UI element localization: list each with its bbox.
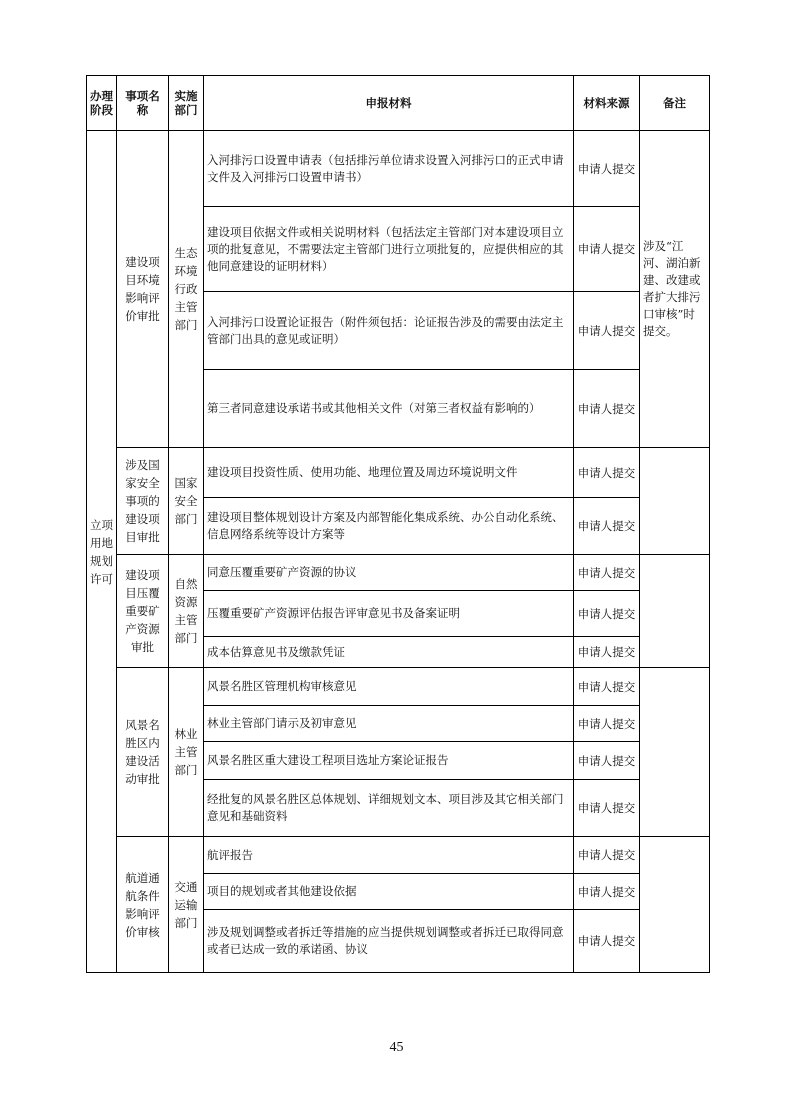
header-material: 申报材料 xyxy=(204,76,574,131)
item-cell: 建设项目环境影响评价审批 xyxy=(117,131,169,448)
source-cell: 申请人提交 xyxy=(574,706,640,742)
material-cell: 同意压覆重要矿产资源的协议 xyxy=(204,555,574,591)
source-cell: 申请人提交 xyxy=(574,837,640,874)
dept-cell: 生态环境行政主管部门 xyxy=(169,131,204,448)
dept-cell: 交通运输部门 xyxy=(169,837,204,973)
dept-cell: 林业主管部门 xyxy=(169,668,204,837)
stage-cell: 立项用地规划许可 xyxy=(87,131,117,973)
source-cell: 申请人提交 xyxy=(574,742,640,780)
table-row xyxy=(87,668,710,706)
material-cell: 第三者同意建设承诺书或其他相关文件（对第三者权益有影响的） xyxy=(204,370,574,448)
material-cell: 林业主管部门请示及初审意见 xyxy=(204,706,574,742)
source-cell: 申请人提交 xyxy=(574,637,640,668)
note-cell: 涉及“江河、湖泊新建、改建或者扩大排污口审核”时提交。 xyxy=(640,131,710,448)
source-cell: 申请人提交 xyxy=(574,780,640,837)
source-cell: 申请人提交 xyxy=(574,370,640,448)
note-cell xyxy=(640,668,710,837)
source-cell: 申请人提交 xyxy=(574,448,640,498)
header-stage: 办理阶段 xyxy=(87,76,117,131)
table-row xyxy=(87,448,710,498)
item-cell: 风景名胜区内建设活动审批 xyxy=(117,668,169,837)
material-cell: 入河排污口设置论证报告（附件须包括：论证报告涉及的需要由法定主管部门出具的意见或证明） xyxy=(204,292,574,370)
source-cell: 申请人提交 xyxy=(574,498,640,555)
header-dept: 实施部门 xyxy=(169,76,204,131)
source-cell: 申请人提交 xyxy=(574,292,640,370)
table-row xyxy=(87,837,710,874)
dept-cell: 自然资源主管部门 xyxy=(169,555,204,668)
source-cell: 申请人提交 xyxy=(574,668,640,706)
table-row xyxy=(87,555,710,591)
source-cell: 申请人提交 xyxy=(574,910,640,973)
page-number: 45 xyxy=(389,1040,404,1055)
material-cell: 航评报告 xyxy=(204,837,574,874)
source-cell: 申请人提交 xyxy=(574,591,640,637)
material-cell: 风景名胜区管理机构审核意见 xyxy=(204,668,574,706)
material-cell: 入河排污口设置申请表（包括排污单位请求设置入河排污口的正式申请文件及入河排污口设置申请书） xyxy=(204,131,574,207)
material-cell: 经批复的风景名胜区总体规划、详细规划文本、项目涉及其它相关部门意见和基础资料 xyxy=(204,780,574,837)
item-cell: 航道通航条件影响评价审核 xyxy=(117,837,169,973)
dept-cell: 国家安全部门 xyxy=(169,448,204,555)
header-note: 备注 xyxy=(640,76,710,131)
material-cell: 压覆重要矿产资源评估报告评审意见书及备案证明 xyxy=(204,591,574,637)
source-cell: 申请人提交 xyxy=(574,207,640,292)
item-cell: 建设项目压覆重要矿产资源审批 xyxy=(117,555,169,668)
material-cell: 涉及规划调整或者拆迁等措施的应当提供规划调整或者拆迁已取得同意或者已达成一致的承诺函、协议 xyxy=(204,910,574,973)
material-cell: 建设项目依据文件或相关说明材料（包括法定主管部门对本建设项目立项的批复意见，不需要法定主管部门进行立项批复的，应提供相应的其他同意建设的证明材料） xyxy=(204,207,574,292)
note-cell xyxy=(640,837,710,973)
item-cell: 涉及国家安全事项的建设项目审批 xyxy=(117,448,169,555)
header-source: 材料来源 xyxy=(574,76,640,131)
material-cell: 建设项目整体规划设计方案及内部智能化集成系统、办公自动化系统、信息网络系统等设计方案等 xyxy=(204,498,574,555)
material-cell: 项目的规划或者其他建设依据 xyxy=(204,874,574,910)
source-cell: 申请人提交 xyxy=(574,874,640,910)
note-cell xyxy=(640,555,710,668)
source-cell: 申请人提交 xyxy=(574,555,640,591)
approval-materials-table xyxy=(86,75,710,973)
material-cell: 建设项目投资性质、使用功能、地理位置及周边环境说明文件 xyxy=(204,448,574,498)
source-cell: 申请人提交 xyxy=(574,131,640,207)
note-cell xyxy=(640,448,710,555)
table-header-row xyxy=(87,76,710,131)
header-item: 事项名称 xyxy=(117,76,169,131)
table-row xyxy=(87,131,710,207)
material-cell: 风景名胜区重大建设工程项目选址方案论证报告 xyxy=(204,742,574,780)
material-cell: 成本估算意见书及缴款凭证 xyxy=(204,637,574,668)
